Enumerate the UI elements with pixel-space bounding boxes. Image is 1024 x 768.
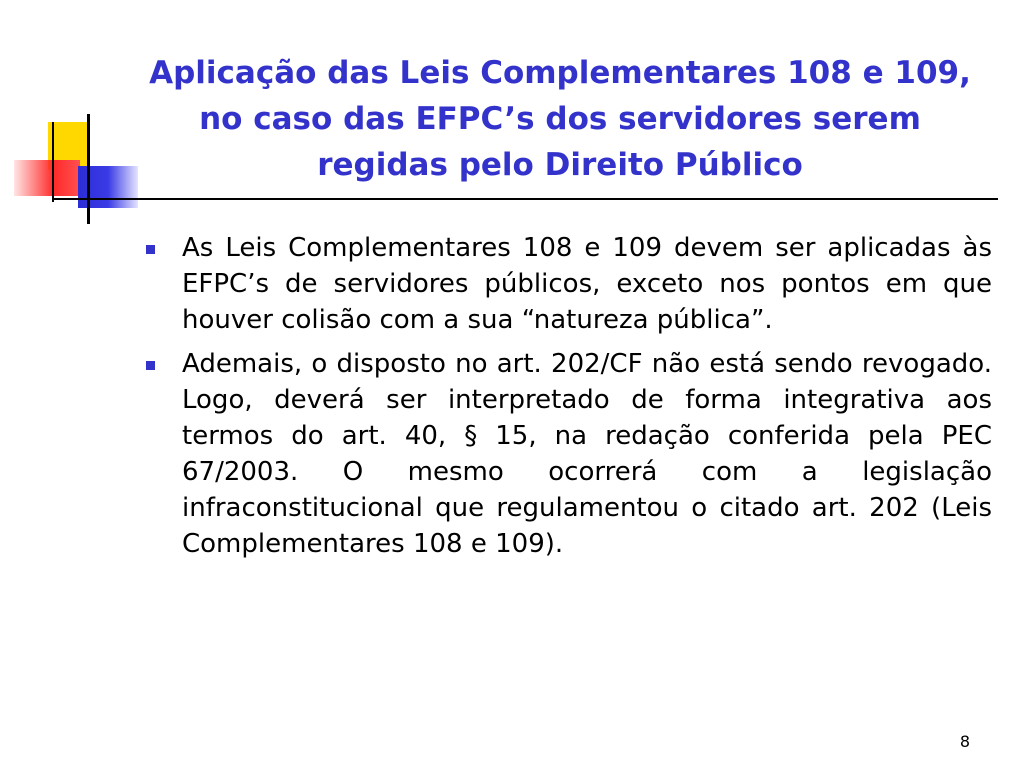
decorative-vertical-line <box>52 122 54 202</box>
page-number: 8 <box>959 732 970 751</box>
bullet-item <box>140 346 992 562</box>
bullet-text: As Leis Complementares 108 e 109 devem ser aplicadas às EFPC’s de servidores públicos, exceto nos pontos em que houver colisão com a sua “natureza pública”. <box>182 233 992 335</box>
square-bullet-icon <box>146 245 155 254</box>
square-bullet-icon <box>146 361 155 370</box>
title-divider <box>52 198 998 200</box>
slide-title: Aplicação das Leis Complementares 108 e 109, no caso das EFPC’s dos servidores serem regidas pelo Direito Público <box>149 55 971 183</box>
decorative-logo <box>0 0 150 240</box>
bullet-text: Ademais, o disposto no art. 202/CF não está sendo revogado. Logo, deverá ser interpretado de forma integrativa aos termos do art. 40, § 15, na redação conferida pela PEC 67/2003. O mesmo ocorrerá com a legislação infraconstitucional que regulamentou o citado art. 202 (Leis Complementares 108 e 109). <box>182 349 992 559</box>
bullet-item <box>140 230 992 338</box>
decorative-vertical-line <box>87 114 90 224</box>
red-square-shape <box>14 160 80 196</box>
bullet-list <box>140 230 992 570</box>
